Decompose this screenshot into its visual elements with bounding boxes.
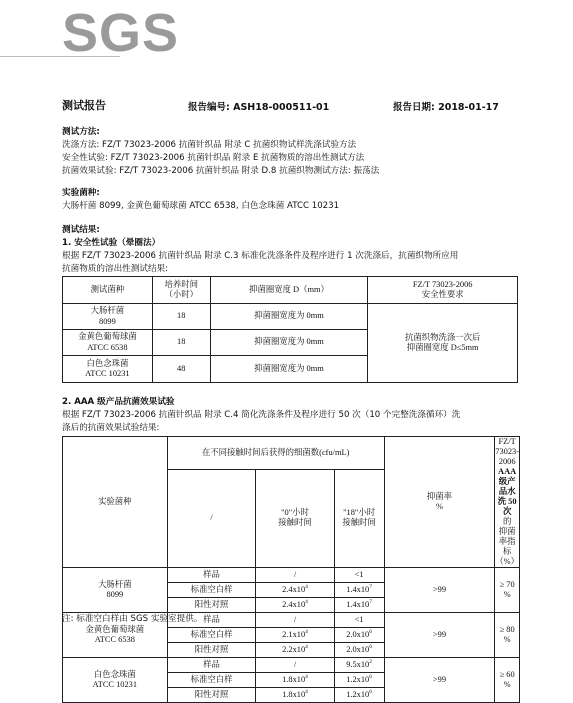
- rate-cell: >99: [384, 613, 495, 658]
- header-requirement: FZ/T 73023-2006 AAA 级产品水洗 50 次 的 抑菌率指标（%）: [495, 437, 519, 566]
- sample-label: 标准空白样: [167, 628, 256, 643]
- zone-cell: 抑菌圈宽度为 0mm: [210, 330, 368, 356]
- header-strain: 实验菌种: [63, 437, 168, 568]
- sample-label: 阳性对照: [167, 598, 256, 613]
- requirement-cell: ≥ 70 %: [495, 568, 520, 613]
- report-date: 报告日期: 2018-01-17: [393, 102, 499, 113]
- count-18h: $2.0x10^6$: [334, 628, 384, 643]
- report-number: 报告编号: ASH18-000511-01: [188, 102, 330, 113]
- requirement-cell: ≥ 60 %: [495, 658, 520, 703]
- count-0h: /: [256, 613, 334, 628]
- sgs-logo: SGS: [62, 3, 180, 63]
- count-0h: /: [256, 658, 334, 673]
- count-0h: $1.8x10^4$: [256, 673, 334, 688]
- strains-heading: 实验菌种:: [62, 188, 100, 198]
- antibacterial-table: [62, 436, 520, 703]
- section1-desc: 根据 FZ/T 73023-2006 抗菌针织品 附录 C.3 标准化洗涤条件及程序进行 1 次洗涤后，抗菌织物所应用: [62, 251, 459, 261]
- header-18h: "18"小时 接触时间: [334, 469, 384, 567]
- zone-cell: 抑菌圈宽度为 0mm: [210, 356, 368, 383]
- table-row: [63, 658, 520, 673]
- strain-cell: 白色念珠菌 ATCC 10231: [63, 356, 153, 383]
- section2-title: 2. AAA 级产品抗菌效果试验: [62, 397, 175, 407]
- count-18h: $1.4x10^7$: [334, 598, 384, 613]
- count-0h: /: [256, 568, 334, 583]
- count-18h: $1.2x10^6$: [334, 688, 384, 703]
- strain-cell: 白色念珠菌 ATCC 10231: [63, 658, 168, 703]
- time-cell: 48: [152, 356, 210, 383]
- section1-desc: 抗菌物质的溶出性测试结果:: [62, 264, 169, 274]
- count-18h: <1: [334, 613, 384, 628]
- count-18h: $9.5x10^2$: [334, 658, 384, 673]
- rate-cell: >99: [384, 658, 495, 703]
- sample-label: 样品: [167, 613, 256, 628]
- method-line: 洗涤方法: FZ/T 73023-2006 抗菌针织品 附录 C 抗菌织物试样洗涤试验方法: [62, 140, 357, 150]
- time-cell: 18: [152, 330, 210, 356]
- strain-cell: 大肠杆菌 8099: [63, 568, 168, 613]
- header-slash: /: [167, 469, 256, 567]
- requirement-cell: ≥ 80 %: [495, 613, 520, 658]
- section1-title: 1. 安全性试验（晕圈法）: [62, 238, 161, 248]
- count-18h: $1.2x10^6$: [334, 673, 384, 688]
- header-bacteria-count: 在不同接触时间后获得的细菌数(cfu/mL): [167, 437, 384, 470]
- sample-label: 标准空白样: [167, 673, 256, 688]
- sample-label: 阳性对照: [167, 643, 256, 658]
- section2-desc: 涤后的抗菌效果试验结果:: [62, 423, 160, 433]
- strain-cell: 大肠杆菌 8099: [63, 304, 153, 330]
- count-18h: $1.4x10^7$: [334, 583, 384, 598]
- sample-label: 标准空白样: [167, 583, 256, 598]
- header-requirement: FZ/T 73023-2006 安全性要求: [368, 277, 518, 304]
- sample-label: 样品: [167, 568, 256, 583]
- count-0h: $1.8x10^4$: [256, 688, 334, 703]
- section2-desc: 根据 FZ/T 73023-2006 抗菌针织品 附录 C.4 简化洗涤条件及程序进行 50 次（10 个完整洗涤循环）洗: [62, 410, 461, 420]
- safety-test-table: [62, 276, 518, 383]
- header-strain: 测试菌种: [63, 277, 153, 304]
- count-18h: <1: [334, 568, 384, 583]
- footnote: 注: 标准空白样由 SGS 实验室提供。: [62, 614, 203, 624]
- table-row: [63, 568, 520, 583]
- header-incubation: 培养时间 （小时）: [152, 277, 210, 304]
- methods-heading: 测试方法:: [62, 127, 100, 137]
- strain-cell: 金黄色葡萄球菌 ATCC 6538: [63, 613, 168, 658]
- header-rate: 抑菌率 %: [384, 437, 495, 568]
- strains-line: 大肠杆菌 8099, 金黄色葡萄球菌 ATCC 6538, 白色念珠菌 ATCC 10231: [62, 201, 340, 211]
- strain-cell: 金黄色葡萄球菌 ATCC 6538: [63, 330, 153, 356]
- sample-label: 阳性对照: [167, 688, 256, 703]
- count-0h: $2.4x10^4$: [256, 598, 334, 613]
- header-0h: "0"小时 接触时间: [256, 469, 334, 567]
- requirement-cell: 抗菌织物洗涤一次后 抑菌圈宽度 D≤5mm: [368, 304, 518, 383]
- count-18h: $2.0x10^6$: [334, 643, 384, 658]
- sample-label: 样品: [167, 658, 256, 673]
- logo-divider: [0, 56, 120, 57]
- time-cell: 18: [152, 304, 210, 330]
- count-0h: $2.4x10^4$: [256, 583, 334, 598]
- count-0h: $2.2x10^4$: [256, 643, 334, 658]
- method-line: 安全性试验: FZ/T 73023-2006 抗菌针织品 附录 E 抗菌物质的溶出性测试方法: [62, 153, 365, 163]
- zone-cell: 抑菌圈宽度为 0mm: [210, 304, 368, 330]
- header-zone-width: 抑菌圈宽度 D（mm）: [210, 277, 368, 304]
- table-row: [63, 304, 518, 330]
- method-line: 抗菌效果试验: FZ/T 73023-2006 抗菌针织品 附录 D.8 抗菌织物测试方法: 振荡法: [62, 166, 380, 176]
- rate-cell: >99: [384, 568, 495, 613]
- report-title: 测试报告: [62, 99, 106, 112]
- results-heading: 测试结果:: [62, 225, 100, 235]
- count-0h: $2.1x10^4$: [256, 628, 334, 643]
